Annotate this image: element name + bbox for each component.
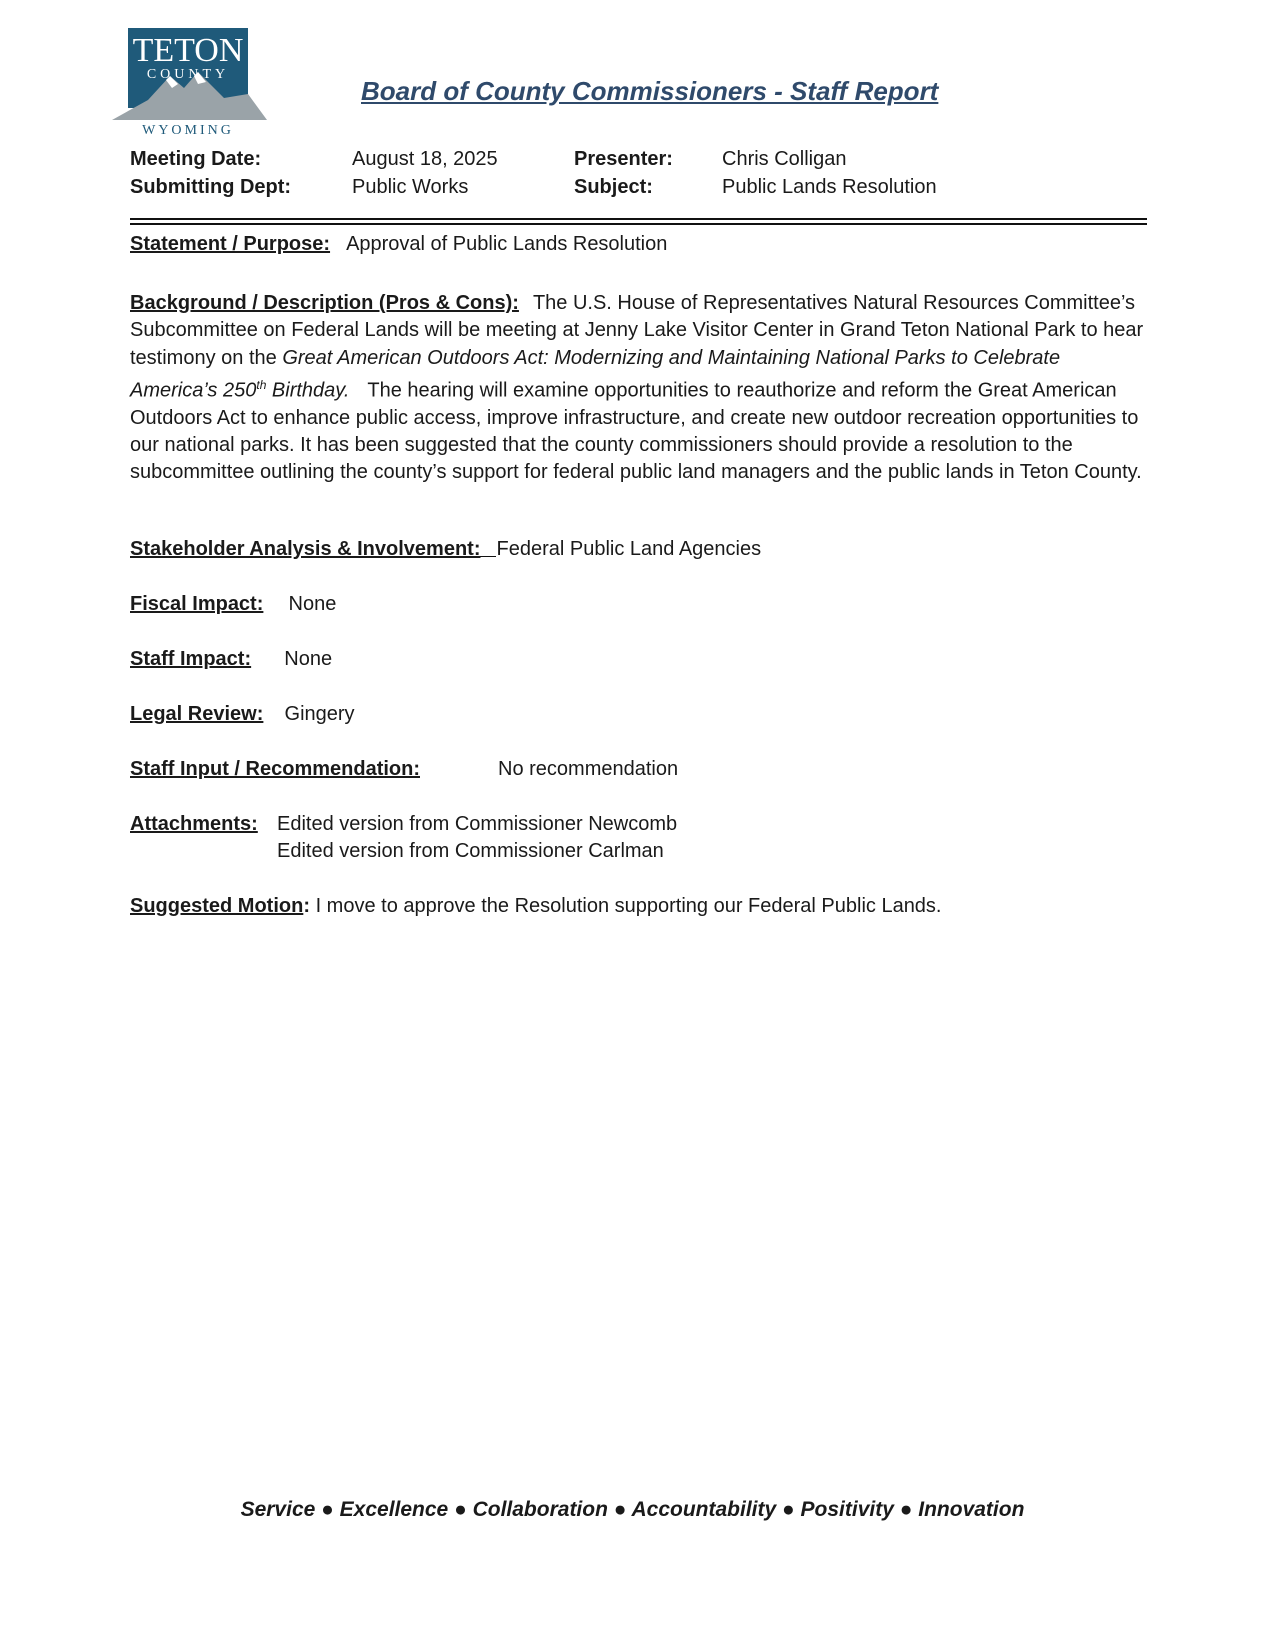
stakeholder-underline-gap — [480, 536, 496, 557]
recommendation-section — [130, 756, 420, 783]
presenter-value: Chris Colligan — [722, 148, 847, 170]
presenter-label: Presenter: — [574, 148, 673, 170]
header-divider-bottom — [130, 223, 1147, 225]
statement-section — [130, 231, 667, 258]
logo-text-teton: TETON — [132, 32, 244, 69]
recommendation-label: Staff Input / Recommendation: — [130, 758, 420, 780]
logo-graphic — [112, 28, 267, 140]
background-section — [130, 290, 1150, 487]
submitting-dept-value: Public Works — [352, 176, 469, 198]
fiscal-section — [130, 591, 336, 618]
legal-section — [130, 701, 355, 728]
motion-label: Suggested Motion — [130, 895, 304, 917]
staff-impact-section — [130, 646, 332, 673]
attachments-label: Attachments: — [130, 813, 258, 835]
act-title-italic: Great American Outdoors Act: Modernizing and Maintaining National Parks to Celebrate America’s 250 — [130, 346, 1061, 402]
page-title: Board of County Commissioners - Staff Report — [361, 76, 939, 106]
background-text-1: The U.S. House of Representatives Natural Resources Committee’s Subcommittee on Federal Lands will be meeting at Jenny Lake Visitor Center in Grand Teton National Park to hear testimony on the — [130, 292, 1144, 369]
attachment-item: Edited version from Commissioner Carlman — [277, 840, 664, 862]
teton-county-logo — [112, 28, 267, 140]
meeting-date-label: Meeting Date: — [130, 148, 262, 170]
footer-values: Service ● Excellence ● Collaboration ● Accountability ● Positivity ● Innovation — [240, 1498, 1025, 1521]
subject-label: Subject: — [574, 176, 653, 198]
header-divider-top — [130, 218, 1147, 220]
act-title-italic-end: Birthday. — [266, 379, 350, 402]
motion-colon: : — [303, 895, 310, 917]
stakeholder-section — [130, 536, 761, 563]
fiscal-label: Fiscal Impact: — [130, 593, 264, 615]
motion-section — [130, 893, 942, 920]
statement-label: Statement / Purpose: — [130, 233, 331, 255]
subject-value: Public Lands Resolution — [722, 176, 937, 198]
staff-impact-value: None — [284, 648, 333, 670]
recommendation-value: No recommendation — [498, 758, 679, 780]
legal-value: Gingery — [284, 703, 355, 725]
act-title-superscript: th — [256, 377, 267, 392]
motion-value: I move to approve the Resolution supporting our Federal Public Lands. — [315, 895, 942, 917]
logo-text-wyoming: WYOMING — [142, 123, 234, 138]
legal-label: Legal Review: — [130, 703, 264, 725]
statement-value: Approval of Public Lands Resolution — [346, 233, 668, 255]
background-text-2: The hearing will examine opportunities to reauthorize and reform the Great American Outdoors Act to enhance public access, improve infrastructure, and create new outdoor recreation opportunities to our national parks. It has been suggested that the county commissioners should provide a resolution to the subcommittee outlining the county’s support for federal public land managers and the public lands in Teton County. — [130, 379, 1142, 484]
stakeholder-label: Stakeholder Analysis & Involvement: — [130, 538, 481, 560]
fiscal-value: None — [288, 593, 337, 615]
attachment-item: Edited version from Commissioner Newcomb — [277, 813, 678, 835]
stakeholder-value: Federal Public Land Agencies — [496, 538, 762, 560]
meeting-date-value: August 18, 2025 — [352, 148, 498, 170]
staff-impact-label: Staff Impact: — [130, 648, 252, 670]
attachments-section — [130, 811, 258, 838]
background-label: Background / Description (Pros & Cons): — [130, 292, 519, 314]
logo-text-county: COUNTY — [146, 67, 230, 82]
submitting-dept-label: Submitting Dept: — [130, 176, 292, 198]
